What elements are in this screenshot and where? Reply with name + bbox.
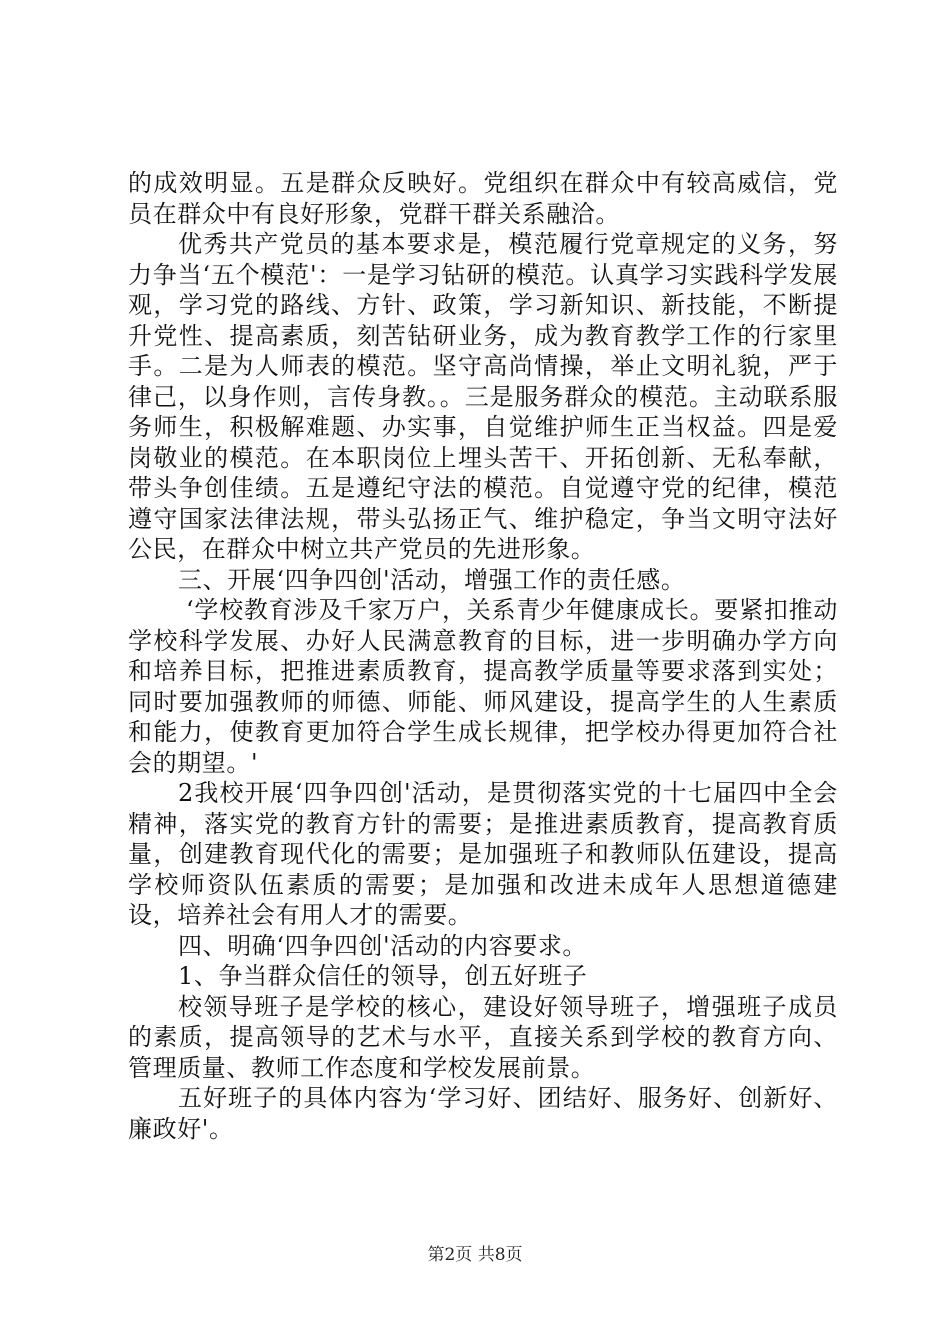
paragraph-1: 的成效明显。五是群众反映好。党组织在群众中有较高威信，党员在群众中有良好形象，党群干群关系融洽。 — [128, 169, 838, 228]
paragraph-4: 2我校开展‘四争四创'活动，是贯彻落实党的十七届四中全会精神，落实党的教育方针的需要；是推进素质教育，提高教育质量，创建教育现代化的需要；是加强班子和教师队伍建设，提高学校师资队伍素质的需要；是加强和改进未成年人思想道德建设，培养社会有用人才的需要。 — [128, 779, 838, 929]
paragraph-6: 五好班子的具体内容为‘学习好、团结好、服务好、创新好、廉政好'。 — [128, 1084, 838, 1143]
document-body — [128, 168, 838, 1144]
section-heading-3: 三、开展‘四争四创'活动，增强工作的责任感。 — [178, 565, 686, 594]
paragraph-quote: ‘学校教育涉及千家万户，关系青少年健康成长。要紧扣推动学校科学发展、办好人民满意教育的目标，进一步明确办学方向和培养目标，把推进素质教育，提高教学质量等要求落到实处；同时要加强教师的师德、师能、师风建设，提高学生的人生素质和能力，使教育更加符合学生成长规律，把学校办得更加符合社会的期望。' — [128, 596, 838, 777]
section-heading-4: 四、明确‘四争四创'活动的内容要求。 — [178, 931, 588, 960]
paragraph-2: 优秀共产党员的基本要求是，模范履行党章规定的义务，努力争当‘五个模范'：一是学习钻研的模范。认真学习实践科学发展观，学习党的路线、方针、政策，学习新知识、新技能，不断提升党性、提高素质，刻苦钻研业务，成为教育教学工作的行家里手。二是为人师表的模范。坚守高尚情操，举止文明礼貌，严于律己，以身作则，言传身教。。三是服务群众的模范。主动联系服务师生，积极解难题、办实事，自觉维护师生正当权益。四是爱岗敬业的模范。在本职岗位上埋头苦干、开拓创新、无私奉献，带头争创佳绩。五是遵纪守法的模范。自觉遵守党的纪律，模范遵守国家法律法规，带头弘扬正气、维护稳定，争当文明守法好公民，在群众中树立共产党员的先进形象。 — [128, 230, 838, 563]
paragraph-5: 校领导班子是学校的核心，建设好领导班子，增强班子成员的素质，提高领导的艺术与水平，直接关系到学校的教育方向、管理质量、教师工作态度和学校发展前景。 — [128, 992, 838, 1082]
subheading-1: 1、争当群众信任的领导，创五好班子 — [178, 962, 588, 990]
page-number-footer: 第2页 共8页 — [427, 1245, 523, 1265]
